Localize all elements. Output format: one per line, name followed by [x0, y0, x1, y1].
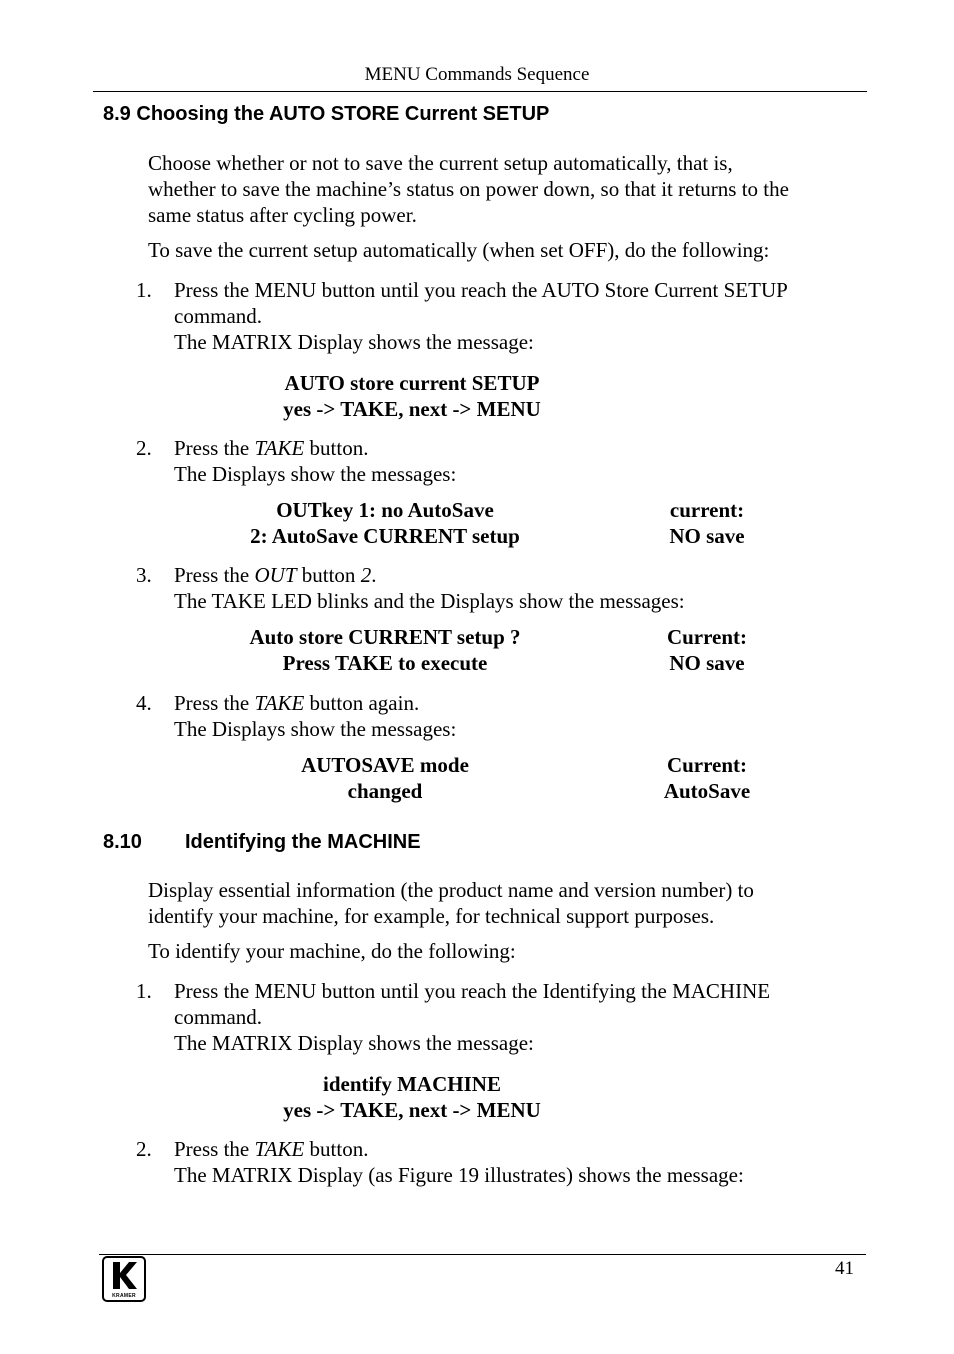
display-message: [212, 1071, 612, 1123]
step-text: The TAKE LED blinks and the Displays show the messages:: [174, 589, 685, 613]
message-line: yes -> TAKE, next -> MENU: [283, 1098, 541, 1122]
step-text: Press the MENU button until you reach the Identifying the MACHINE: [174, 979, 771, 1003]
step-number: 1.: [136, 278, 152, 302]
message-line: AutoSave: [663, 779, 751, 803]
section-number: 8.9: [103, 103, 131, 125]
kramer-logo: [102, 1256, 146, 1302]
lead-paragraph: To save the current setup automatically (when set OFF), do the following:: [148, 238, 770, 262]
section-title: Choosing the AUTO STORE Current SETUP: [136, 103, 550, 125]
step-number: 2.: [136, 1137, 152, 1161]
section-title: Identifying the MACHINE: [185, 831, 421, 853]
footer-rule: [99, 1254, 866, 1255]
text-line: identify your machine, for example, for technical support purposes.: [148, 904, 715, 928]
section-heading-8-10: [103, 831, 421, 854]
kramer-k-logo-icon: [104, 1258, 144, 1292]
step-text: button.: [304, 1137, 369, 1161]
step-text: command.: [174, 304, 263, 328]
message-line: yes -> TAKE, next -> MENU: [283, 397, 541, 421]
button-name: OUT: [254, 563, 297, 587]
display-message-right: [627, 752, 787, 804]
step-text: button again.: [304, 691, 420, 715]
button-name: TAKE: [254, 1137, 305, 1161]
text-line: Display essential information (the product name and version number) to: [148, 878, 754, 902]
step-number: 2.: [136, 436, 152, 460]
step-number: 4.: [136, 691, 152, 715]
message-line: Press TAKE to execute: [282, 651, 488, 675]
step-text: command.: [174, 1005, 263, 1029]
intro-paragraph: [148, 150, 868, 228]
step-text: Press the: [174, 563, 255, 587]
page-number: 41: [835, 1258, 854, 1279]
display-message-right: [627, 497, 787, 549]
message-line: current:: [669, 498, 745, 522]
step-text: .: [371, 563, 377, 587]
running-header: MENU Commands Sequence: [364, 64, 590, 85]
display-message-left: [215, 752, 555, 804]
message-line: AUTOSAVE mode: [301, 753, 469, 777]
step-text: The Displays show the messages:: [174, 462, 457, 486]
step-text: The MATRIX Display shows the message:: [174, 1031, 534, 1055]
step-text: button: [296, 563, 361, 587]
display-message-left: [215, 624, 555, 676]
display-message-right: [627, 624, 787, 676]
step-number: 1.: [136, 979, 152, 1003]
message-line: NO save: [669, 524, 745, 548]
button-name: TAKE: [254, 691, 305, 715]
step-text: The Displays show the messages:: [174, 717, 457, 741]
section-number: 8.10: [103, 831, 142, 853]
text-line: same status after cycling power.: [148, 203, 417, 227]
message-line: Auto store CURRENT setup ?: [249, 625, 521, 649]
display-message-left: [215, 497, 555, 549]
header-rule: [93, 91, 867, 92]
step-text: Press the MENU button until you reach the AUTO Store Current SETUP: [174, 278, 788, 302]
message-line: identify MACHINE: [323, 1072, 501, 1096]
lead-paragraph: To identify your machine, do the following:: [148, 939, 516, 963]
message-line: Current:: [666, 753, 748, 777]
message-line: Current:: [666, 625, 748, 649]
button-number: 2: [360, 563, 372, 587]
step-text: button.: [304, 436, 369, 460]
section-heading-8-9: [103, 103, 549, 126]
logo-wordmark: KRAMER: [112, 1293, 136, 1299]
message-line: 2: AutoSave CURRENT setup: [250, 524, 520, 548]
message-line: OUTkey 1: no AutoSave: [276, 498, 494, 522]
display-message: [212, 370, 612, 422]
step-text: The MATRIX Display (as Figure 19 illustrates) shows the message:: [174, 1163, 744, 1187]
step-text: Press the: [174, 691, 255, 715]
button-name: TAKE: [254, 436, 305, 460]
message-line: AUTO store current SETUP: [284, 371, 540, 395]
text-line: Choose whether or not to save the current setup automatically, that is,: [148, 151, 733, 175]
intro-paragraph: [148, 877, 868, 929]
message-line: changed: [347, 779, 423, 803]
step-number: 3.: [136, 563, 152, 587]
text-line: whether to save the machine’s status on power down, so that it returns to the: [148, 177, 789, 201]
step-text: Press the: [174, 436, 255, 460]
step-text: Press the: [174, 1137, 255, 1161]
message-line: NO save: [669, 651, 745, 675]
step-text: The MATRIX Display shows the message:: [174, 330, 534, 354]
